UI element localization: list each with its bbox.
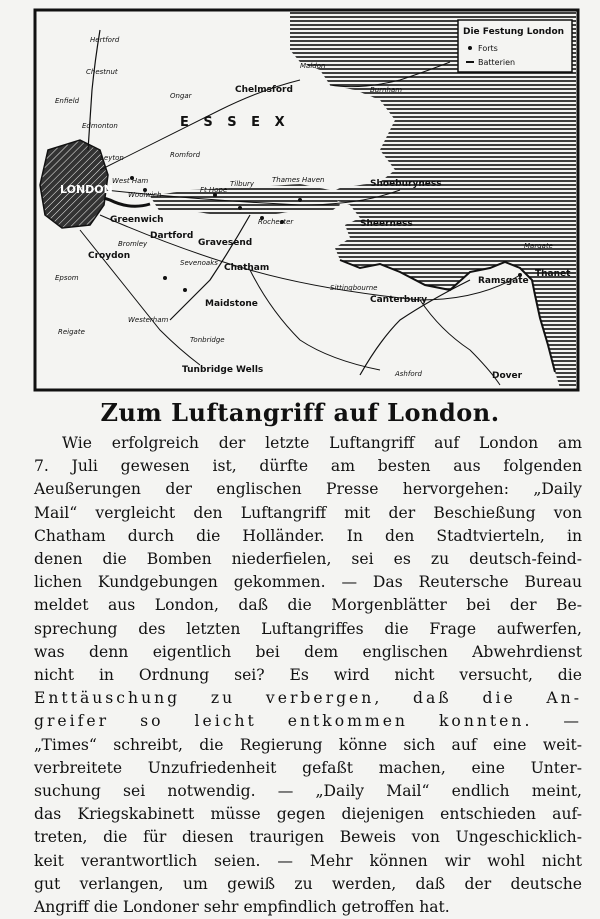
label-chelmsford: Chelmsford: [235, 85, 293, 95]
article-line: Angriff die Londoner sehr empfindlich getroffen hat.: [34, 898, 450, 917]
label-greenwich: Greenwich: [110, 215, 164, 225]
legend-forts: Forts: [478, 44, 498, 53]
label-dartford: Dartford: [150, 231, 194, 241]
label-west-ham: West Ham: [112, 177, 149, 185]
label-chestnut: Chestnut: [86, 68, 118, 76]
label-essex: E S S E X: [180, 115, 290, 130]
label-enfield: Enfield: [55, 97, 80, 105]
label-bromley: Bromley: [118, 240, 148, 248]
article-line: keit verantwortlich seien. — Mehr können wir wohl nicht: [34, 851, 582, 870]
label-maldon: Maldon: [300, 62, 326, 70]
article-line: suchung sei notwendig. — „Daily Mail“ endlich meint,: [34, 782, 582, 801]
map-of-london-fortress: [0, 0, 600, 400]
label-reigate: Reigate: [58, 328, 85, 336]
label-shoeburyness: Shoeburyness: [370, 179, 442, 189]
article-line: treten, die für diesen traurigen Beweis von Ungeschicklich-: [34, 828, 582, 847]
label-croydon: Croydon: [88, 251, 131, 261]
legend-batteries: Batterien: [478, 58, 516, 67]
map-legend: [458, 20, 572, 72]
article-line: „Times“ schreibt, die Regierung könne sich auf eine weit-: [34, 735, 582, 754]
label-burnham: Burnham: [370, 86, 403, 94]
label-ramsgate: Ramsgate: [478, 276, 529, 286]
article-line: sprechung des letzten Luftangriffes die Frage aufwerfen,: [34, 619, 582, 638]
article-line: 7. Juli gewesen ist, dürfte am besten aus folgenden: [34, 457, 582, 476]
label-tonbridge: Tonbridge: [190, 336, 225, 344]
label-epsom: Epsom: [55, 274, 79, 282]
label-margate: Margate: [524, 242, 553, 250]
label-rochester: Rochester: [258, 218, 294, 226]
label-gravesend: Gravesend: [198, 238, 253, 248]
label-ongar: Ongar: [170, 92, 192, 100]
label-westerham: Westerham: [128, 316, 169, 324]
article-line: nicht in Ordnung sei? Es wird nicht versucht, die: [34, 666, 582, 685]
label-dover: Dover: [492, 371, 523, 381]
article-line: das Kriegskabinett müsse gegen diejenigen entschieden auf-: [34, 805, 582, 824]
article-line: was denn eigentlich bei dem englischen Abwehrdienst: [34, 642, 582, 661]
label-sittingbourne: Sittingbourne: [330, 284, 378, 292]
article-line: Enttäuschung zu verbergen, daß die An-: [34, 689, 582, 708]
article-line: Aeußerungen der englischen Presse hervorgehen: „Daily: [34, 480, 582, 499]
article-body: [34, 432, 582, 919]
label-sevenoaks: Sevenoaks: [180, 259, 218, 267]
label-thanet: Thanet: [535, 269, 571, 279]
label-canterbury: Canterbury: [370, 295, 428, 305]
label-woolwich: Woolwich: [128, 191, 162, 199]
article-line: Chatham durch die Holländer. In den Stadtvierteln, in: [34, 526, 582, 545]
article-line: greifer so leicht entkommen konnten. —: [34, 712, 582, 731]
article-line: Wie erfolgreich der letzte Luftangriff auf London am: [62, 434, 582, 452]
label-sheerness: Sheerness: [360, 219, 413, 229]
article-line: verbreitete Unzufriedenheit gefaßt machen, eine Unter-: [34, 758, 582, 777]
article-line: gut verlangen, um gewiß zu werden, daß der deutsche: [34, 874, 582, 893]
article-line: lichen Kundgebungen gekommen. — Das Reutersche Bureau: [34, 573, 582, 592]
label-chatham: Chatham: [224, 263, 270, 273]
label-maidstone: Maidstone: [205, 299, 258, 309]
article-line: meldet aus London, daß die Morgenblätter bei der Be-: [34, 596, 582, 615]
label-hertford: Hertford: [90, 36, 120, 44]
legend-title: Die Festung London: [463, 27, 565, 37]
label-tilbury: Tilbury: [230, 180, 255, 188]
article-line: Mail“ vergleicht den Luftangriff mit der Beschießung von: [34, 503, 582, 522]
label-leyton: Leyton: [100, 154, 124, 162]
label-tunbridge-wells: Tunbridge Wells: [182, 365, 264, 375]
label-fort-hope: Ft Hope: [200, 186, 228, 194]
article-line: denen die Bomben niederfielen, sei es zu deutsch-feind-: [34, 550, 582, 569]
label-london: LONDON: [60, 183, 113, 196]
article-headline: Zum Luftangriff auf London.: [100, 398, 500, 427]
label-thames-haven: Thames Haven: [272, 176, 325, 184]
label-edmonton: Edmonton: [82, 122, 118, 130]
label-romford: Romford: [170, 151, 201, 159]
label-ashford: Ashford: [395, 370, 422, 378]
